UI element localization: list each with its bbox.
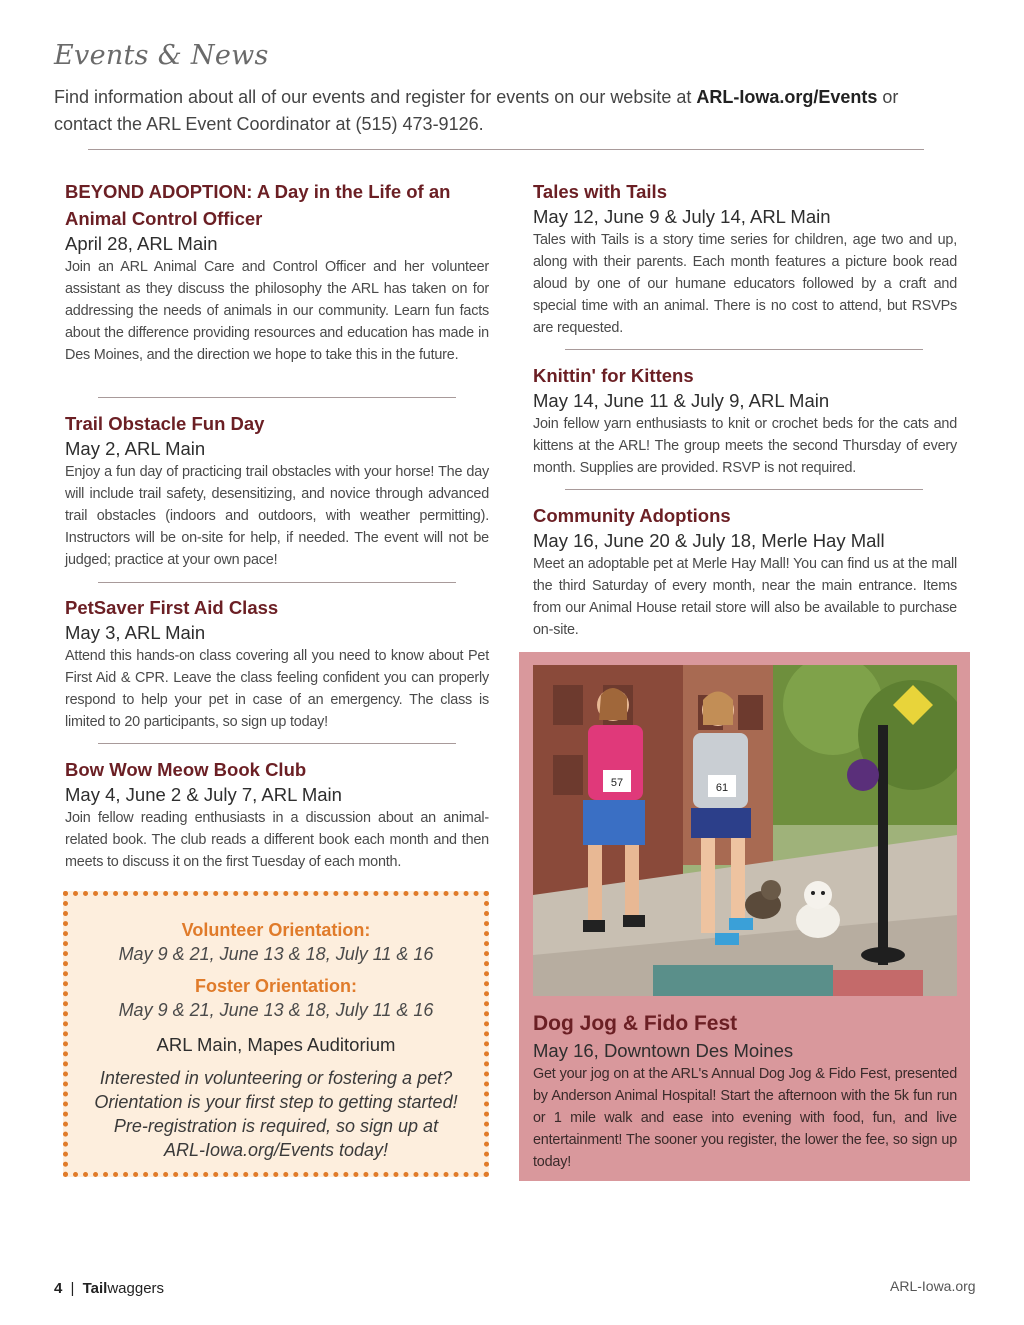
volunteer-dates: May 9 & 21, June 13 & 18, July 11 & 16	[118, 944, 434, 964]
section-title: Events & News	[54, 40, 269, 71]
footer-website[interactable]: ARL-Iowa.org	[890, 1278, 976, 1294]
event-trail-obstacle	[65, 410, 489, 571]
event-book-club	[65, 756, 489, 873]
orientation-box	[63, 891, 489, 1177]
orientation-message: Orientation is your first step to getting started!	[94, 1092, 458, 1112]
event-description: Meet an adoptable pet at Merle Hay Mall! You can find us at the mall the third Saturday of every month, near the main entrance. Items from our Animal House retail store will also be available to purchase on-site.	[533, 556, 957, 638]
orientation-location: ARL Main, Mapes Auditorium	[156, 1034, 396, 1055]
event-title: Knittin' for Kittens	[533, 365, 694, 386]
intro-post: or contact the ARL Event Coordinator at (515) 473-9126.	[54, 87, 899, 134]
event-divider	[565, 349, 923, 350]
volunteer-heading: Volunteer Orientation:	[181, 920, 371, 940]
event-date: May 14, June 11 & July 9, ARL Main	[533, 390, 830, 411]
feature-description: Get your jog on at the ARL's Annual Dog Jog & Fido Fest, presented by Anderson Animal Hospital! Start the afternoon with the 5k fun run or 1 mile walk and ease into evening with food, fun, and live entertainment! The sooner you register, the lower the fee, so sign up today!	[533, 1066, 957, 1170]
header-divider	[88, 149, 924, 150]
event-petsaver	[65, 594, 489, 733]
event-title: Tales with Tails	[533, 181, 667, 202]
event-description: Attend this hands-on class covering all you need to know about Pet First Aid & CPR. Leave the class feeling confident you can properly respond to help your pet in case of an emergency. The class is limited to 20 participants, so sign up today!	[65, 648, 489, 730]
event-description: Join fellow reading enthusiasts in a discussion about an animal-related book. The club reads a different book each month and then meets to discuss it on the first Tuesday of each month.	[65, 810, 489, 870]
event-date: April 28, ARL Main	[65, 233, 218, 254]
event-dog-jog	[533, 1009, 957, 1173]
bib-number-left: 57	[610, 777, 624, 789]
event-tales-with-tails	[533, 178, 957, 339]
event-title: Trail Obstacle Fun Day	[65, 413, 265, 434]
foster-heading: Foster Orientation:	[194, 976, 357, 996]
event-divider	[98, 743, 456, 744]
event-title: PetSaver First Aid Class	[65, 597, 279, 618]
orientation-link[interactable]: ARL-Iowa.org/Events today!	[163, 1140, 389, 1160]
event-description: Enjoy a fun day of practicing trail obstacles with your horse! The day will include trail safety, desensitizing, and novice through advanced trail obstacles (indoors and outdoors, with weather permitting). Instructors will be on-site for help, if needed. The event will not be judged; practice at your own pace!	[65, 464, 489, 568]
footer-separator: |	[70, 1280, 75, 1297]
event-divider	[565, 489, 923, 490]
event-beyond-adoption	[65, 178, 489, 366]
intro-text	[54, 84, 954, 138]
event-description: Tales with Tails is a story time series for children, age two and up, along with their parents. Each month features a picture book read aloud by one of our humane educators followed by a craft and special time with an animal. There is no cost to attend, but RSVPs are requested.	[533, 232, 957, 336]
orientation-message: Interested in volunteering or fostering a pet?	[99, 1068, 453, 1088]
bib-number-right: 61	[715, 782, 729, 794]
event-date: May 2, ARL Main	[65, 438, 206, 459]
dog-jog-photo	[533, 665, 957, 996]
event-title: BEYOND ADOPTION: A Day in the Life of an Animal Control Officer	[65, 181, 451, 229]
foster-dates: May 9 & 21, June 13 & 18, July 11 & 16	[118, 1000, 434, 1020]
event-date: May 16, June 20 & July 18, Merle Hay Mall	[533, 530, 885, 551]
feature-title: Dog Jog & Fido Fest	[533, 1012, 738, 1035]
feature-date: May 16, Downtown Des Moines	[533, 1040, 794, 1061]
event-divider	[98, 397, 456, 398]
event-divider	[98, 582, 456, 583]
event-date: May 4, June 2 & July 7, ARL Main	[65, 784, 342, 805]
event-date: May 12, June 9 & July 14, ARL Main	[533, 206, 831, 227]
event-title: Bow Wow Meow Book Club	[65, 759, 307, 780]
orientation-message: Pre-registration is required, so sign up at	[113, 1116, 439, 1136]
footer-page-info	[54, 1280, 164, 1297]
photo-illustration	[533, 665, 957, 996]
event-knittin	[533, 362, 957, 479]
event-description: Join fellow yarn enthusiasts to knit or crochet beds for the cats and kittens at the ARL! The group meets the second Thursday of every month. Supplies are provided. RSVP is not required.	[533, 416, 957, 476]
intro-pre: Find information about all of our events and register for events on our website at	[54, 87, 697, 107]
brand-rest: waggers	[107, 1280, 165, 1297]
event-description: Join an ARL Animal Care and Control Officer and her volunteer assistant as they discuss the philosophy the ARL has taken on for addressing the needs of animals in our community. Learn fun facts about the difference providing resources and education has made in Des Moines, and the direction we hope to take this in the future.	[65, 259, 489, 363]
events-link[interactable]: ARL-Iowa.org/Events	[696, 87, 878, 107]
event-title: Community Adoptions	[533, 505, 731, 526]
brand-bold: Tail	[82, 1280, 108, 1297]
event-community-adoptions	[533, 502, 957, 641]
page-number: 4	[54, 1280, 63, 1297]
event-date: May 3, ARL Main	[65, 622, 206, 643]
